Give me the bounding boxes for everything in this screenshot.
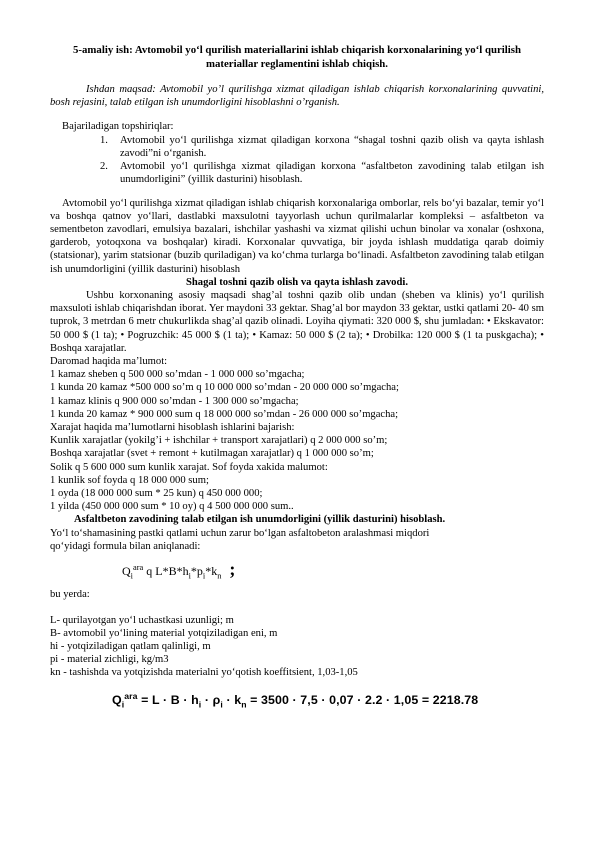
definition-item: L- qurilayotgan yo‘l uchastkasi uzunligi; m bbox=[50, 614, 234, 626]
section1-line: 1 oyda (18 000 000 sum * 25 kun) q 450 000 000; bbox=[50, 488, 263, 500]
task-item bbox=[50, 160, 544, 186]
where-label: bu yerda: bbox=[50, 589, 90, 601]
definition-item: pi - material zichligi, kg/m3 bbox=[50, 654, 169, 666]
section2-intro-line: qo‘yidagi formula bilan aniqlanadi: bbox=[50, 540, 201, 552]
spacer bbox=[50, 602, 544, 614]
section1-line: Xarajat haqida ma’lumotlarni hisoblash ishlarini bajarish: bbox=[50, 422, 295, 434]
section1-heading: Shagal toshni qazib olish va qayta ishlash zavodi. bbox=[186, 276, 408, 288]
section1-line: Solik q 5 600 000 sum kunlik xarajat. Sof foyda xakida malumot: bbox=[50, 461, 328, 473]
section1-paragraph: Ushbu korxonaning asosiy maqsadi shag’al toshni qazib olib undan (sheben va klinis) yo‘l qurilish maxsuloti ishlab chiqarishdan iborat. Yer maydoni 33 gektar. Shag’al bor maydon 33 gektar, ustki qatlami 20- 40 sm tuprok, 3 metrdan 6 metr chukurlikda shag’al qazib olinadi. Loyiha qiymati: 320 000 $, shu jumladan: • Ekskavator: 50 000 $ (1 ta); • Pogruzchik: 45 000 $ (1 ta); • Kamaz: 50 000 $ (2 ta); • Drobilka: 120 000 $ (1 ta puskgacha); • Boshqa xarajatlar. bbox=[50, 290, 544, 354]
section1-line: Kunlik xarajatlar (yokilg’i + ishchilar + transport xarajatlari) q 2 000 000 so’m; bbox=[50, 435, 388, 447]
formula-inline: $Q_i^{ara}$ q $L*B*h_i*p_i*k_n$ ; bbox=[122, 559, 236, 581]
formula-calculation: $Q_i^{ara} = L \cdot B \cdot h_i \cdot \rho_i \cdot k_n = 3500 \cdot 7,5 \cdot 0,07 \cdot 2.2 \cdot 1,05 = 2218.78$ bbox=[112, 690, 479, 709]
document-title: 5-amaliy ish: Avtomobil yo‘l qurilish materiallarini ishlab chiqarish korxonalarining yo‘l qurilish materiallar reglamentini ishlab chiqish. bbox=[73, 44, 521, 70]
section1-line: 1 kunda 20 kamaz *500 000 so’m q 10 000 000 so’mdan - 20 000 000 so’mgacha; bbox=[50, 382, 399, 394]
goal-paragraph: Ishdan maqsad: Avtomobil yo’l qurilishga xizmat qiladigan ishlab chiqarish korxonalarining quvvatini, bosh rejasini, talab etilgan ish unumdorligini hisoblashni o’rganish. bbox=[50, 84, 544, 109]
task-text: Avtomobil yo‘l qurilishga xizmat qiladigan korxona “shagal toshni qazib olish va qayta ishlash zavodi”ni o‘rganish. bbox=[120, 134, 544, 159]
intro-paragraph: Avtomobil yo‘l qurilishga xizmat qiladigan ishlab chiqarish korxonalariga omborlar, rels bo‘yi bazalar, temir yo‘l va boshqa qatnov yo‘llari, dastlabki maxsulotni tayyorlash uchun qurilmalarlar kompleksi – asfaltbeton va sementbeton zavodlari, emulsiya bazalari, ishchilar yashashi va xizmat qilishi uchun binolar va xonalar (oshxona, garderob, yotoqxona va boshqalar) kiradi. Korxonalar quvvatiga, bir joyda ishlash muddatiga qarab doimiy (statsionar), yarim statsionar (buzib quriladigan) va ko‘chma turlarga bo‘linadi. Asfaltbeton zavodining talab etilgan ish unumdorligini (yillik dasturini) hisoblash bbox=[50, 197, 544, 275]
task-number: 1. bbox=[100, 134, 108, 146]
section1-line: 1 yilda (450 000 000 sum * 10 oy) q 4 500 000 000 sum.. bbox=[50, 501, 294, 513]
definition-item: hi - yotqiziladigan qatlam qalinligi, m bbox=[50, 640, 211, 652]
tasks-heading: Bajariladigan topshiriqlar: bbox=[62, 120, 174, 132]
task-text: Avtomobil yo‘l qurilishga xizmat qiladigan korxona “asfaltbeton zavodining talab etilgan ish unumdorligini” (yillik dasturini) hisoblash. bbox=[120, 161, 544, 186]
section1-line: Boshqa xarajatlar (svet + remont + kutilmagan xarajatlar) q 1 000 000 so’m; bbox=[50, 448, 374, 460]
section1-line: 1 kamaz klinis q 900 000 so’mdan - 1 300 000 so’mgacha; bbox=[50, 395, 299, 407]
section2-intro-line: Yo‘l to‘shamasining pastki qatlami uchun zarur bo‘lgan asfaltobeton aralashmasi miqdori bbox=[50, 527, 430, 539]
section1-line: Daromad haqida ma’lumot: bbox=[50, 356, 168, 368]
definition-item: kn - tashishda va yotqizishda materialni yo‘qotish koeffitsient, 1,03-1,05 bbox=[50, 667, 358, 679]
section1-line: 1 kamaz sheben q 500 000 so’mdan - 1 000 000 so’mgacha; bbox=[50, 369, 305, 381]
section2-heading: Asfaltbeton zavodining talab etilgan ish unumdorligini (yillik dasturini) hisoblash. bbox=[74, 514, 446, 526]
definition-item: B- avtomobil yo‘lining material yotqiziladigan eni, m bbox=[50, 627, 278, 639]
section1-line: 1 kunlik sof foyda q 18 000 000 sum; bbox=[50, 474, 209, 486]
section1-line: 1 kunda 20 kamaz * 900 000 sum q 18 000 000 so’mdan - 26 000 000 so’mgacha; bbox=[50, 408, 399, 420]
tasks-list bbox=[50, 134, 544, 187]
task-item bbox=[50, 134, 544, 160]
task-number: 2. bbox=[100, 161, 108, 173]
